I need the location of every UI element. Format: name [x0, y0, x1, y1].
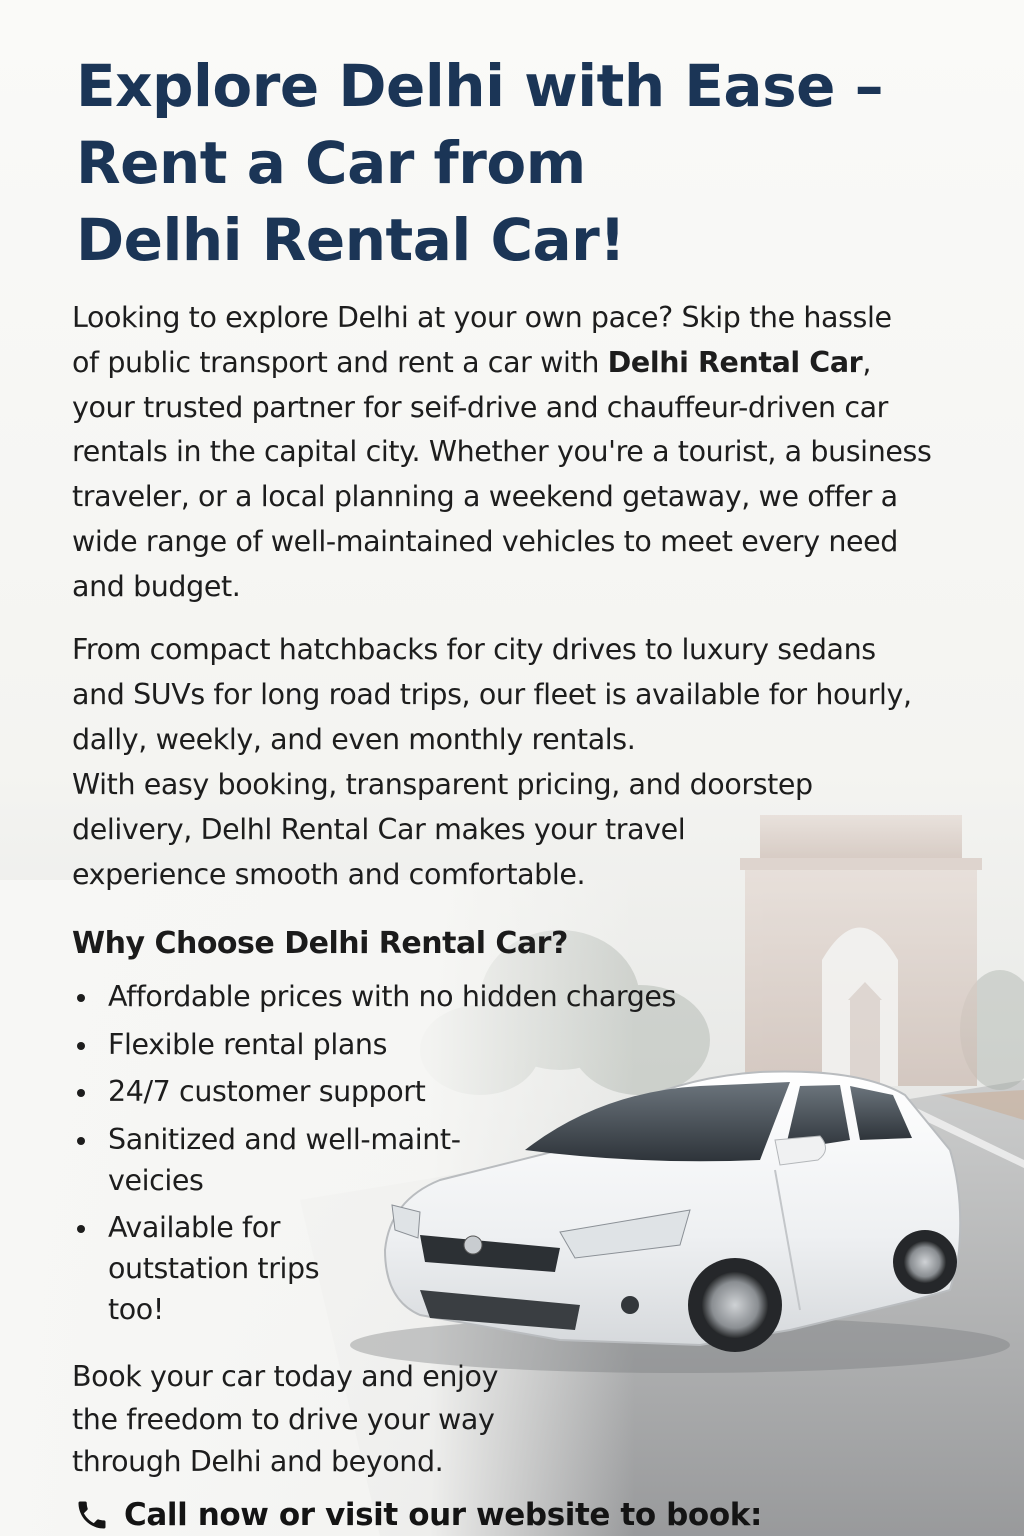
fleet-line: and SUVs for long road trips, our fleet is available for hourly, [72, 677, 912, 711]
feature-item [72, 1207, 676, 1330]
booking-info-paragraph [72, 763, 813, 897]
booking-line: delivery, Delhl Rental Car makes your travel [72, 812, 686, 846]
phone-icon [74, 1497, 110, 1533]
feature-list [72, 976, 676, 1337]
intro-line: traveler, or a local planning a weekend getaway, we offer a [72, 480, 898, 514]
feature-text: outstation trips [108, 1252, 320, 1285]
closing-paragraph [72, 1356, 498, 1484]
page-headline [76, 48, 976, 279]
feature-text: too! [108, 1293, 164, 1326]
feature-item [72, 1024, 676, 1065]
intro-line: rentals in the capital city. Whether you're a tourist, a business [72, 435, 932, 469]
call-to-action-text: Call now or visit our website to book: [124, 1497, 762, 1533]
feature-text: Flexible rental plans [108, 1027, 388, 1061]
headline-line-1: Explore Delhi with Ease – [76, 52, 884, 120]
why-choose-heading: Why Choose Delhi Rental Car? [72, 926, 568, 961]
intro-paragraph [72, 296, 931, 610]
fleet-line: From compact hatchbacks for city drives to luxury sedans [72, 633, 876, 666]
feature-item [72, 1119, 676, 1201]
feature-text: 24/7 customer support [108, 1075, 426, 1108]
closing-line: through Delhi and beyond. [72, 1445, 444, 1478]
feature-text: veicies [108, 1163, 204, 1197]
intro-line: your trusted partner for seif-drive and chauffeur-driven car [72, 390, 888, 424]
feature-item [72, 976, 676, 1017]
call-to-action[interactable] [74, 1494, 762, 1536]
closing-line: Book your car today and enjoy [72, 1360, 499, 1393]
feature-item [72, 1071, 676, 1112]
headline-line-2: Rent a Car from [76, 129, 586, 197]
feature-text: Affordable prices with no hidden charges [108, 980, 676, 1013]
brand-name-bold: Delhi Rental Car [607, 345, 863, 379]
closing-line: the freedom to drive your way [72, 1402, 495, 1436]
intro-line: Looking to explore Delhi at your own pace? Skip the hassle [72, 301, 892, 334]
intro-text: of public transport and rent a car with [72, 345, 608, 379]
headline-line-3: Delhi Rental Car! [76, 206, 626, 274]
intro-line: wide range of well-maintained vehicles to meet every need [72, 524, 898, 558]
fleet-line: dally, weekly, and even monthly rentals. [72, 722, 636, 756]
feature-text: Sanitized and well-maint- [108, 1122, 461, 1156]
feature-text: Available for [108, 1211, 281, 1244]
intro-line: and budget. [72, 569, 241, 603]
booking-line: experience smooth and comfortable. [72, 857, 586, 891]
intro-line [72, 341, 931, 386]
intro-text: , [862, 345, 871, 379]
booking-line: With easy booking, transparent pricing, and doorstep [72, 768, 813, 801]
fleet-paragraph [72, 628, 912, 762]
